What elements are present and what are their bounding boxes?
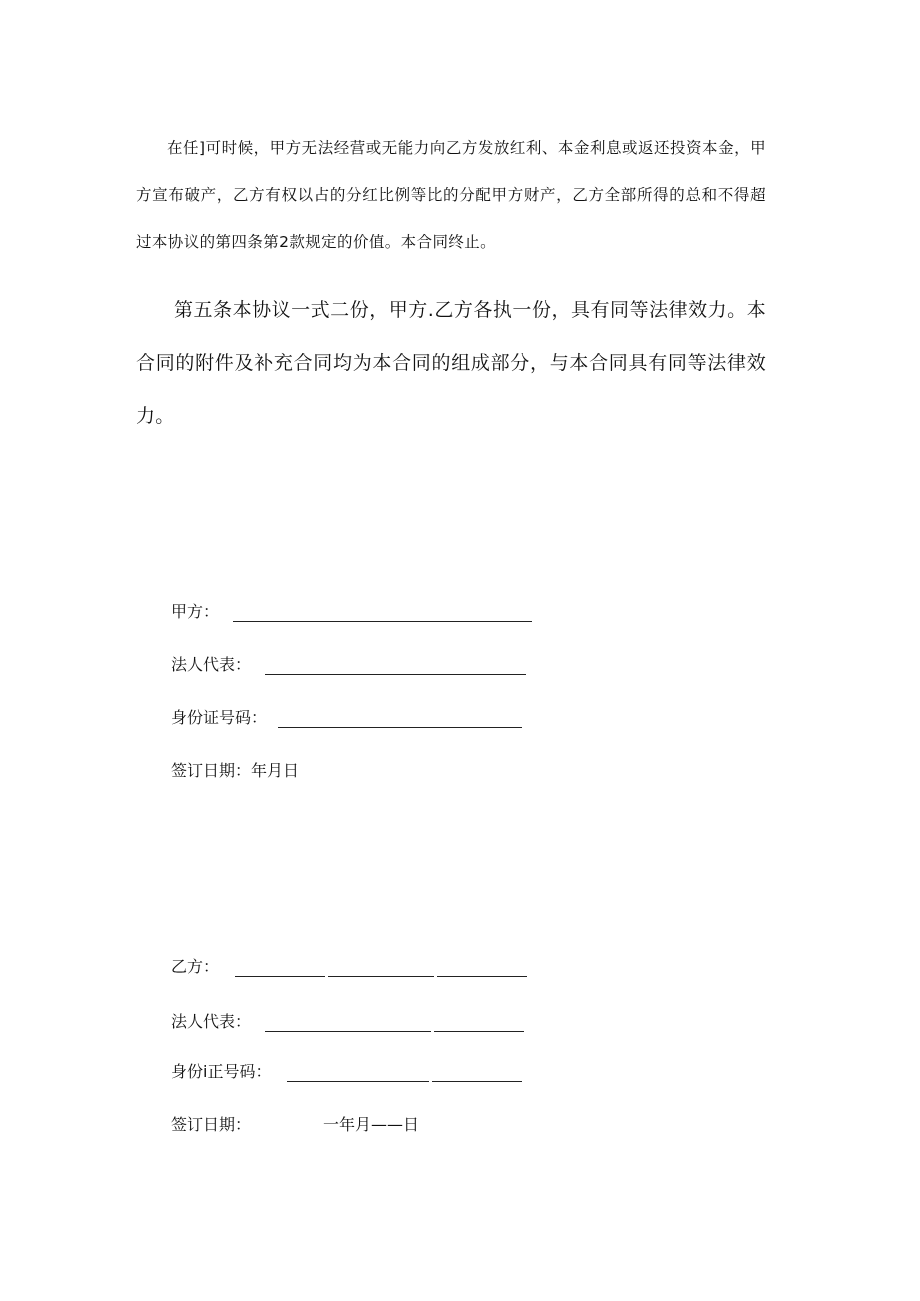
party-b-date-label: 签订日期： [171,1115,252,1134]
party-b-date-row [171,1111,419,1135]
party-b-id-label: 身份i正号码： [171,1062,272,1081]
party-b-name-blank[interactable] [235,958,527,977]
party-a-id-label: 身份证号码： [171,708,268,727]
party-b-rep-row [171,1008,524,1032]
clause-paragraph-termination: 在任]可时候，甲方无法经营或无能力向乙方发放红利、本金利息或返还投资本金，甲方宣布破产，乙方有权以占的分红比例等比的分配甲方财产，乙方全部所得的总和不得超过本协议的第四条第2款规定的价值。本合同终止。 [136,139,766,251]
party-a-rep-row [171,651,526,675]
party-a-rep-label: 法人代表： [171,655,252,674]
party-a-name-blank[interactable] [233,603,532,622]
party-a-id-row [171,704,522,728]
party-a-date-label: 签订日期： [171,761,252,780]
party-b-id-blank[interactable] [287,1063,522,1082]
party-b-date-value: 一年月——日 [323,1115,420,1134]
party-b-rep-label: 法人代表： [171,1012,252,1031]
clause-paragraph-article-5: 第五条本协议一式二份，甲方.乙方各执一份，具有同等法律效力。本合同的附件及补充合同均为本合同的组成部分，与本合同具有同等法律效力。 [136,299,766,427]
party-b-rep-blank[interactable] [265,1013,524,1032]
party-a-name-label: 甲方： [171,602,220,621]
party-a-date-row [171,757,299,781]
party-a-name-row [171,598,532,622]
party-b-name-label: 乙方： [171,957,220,976]
party-b-id-row [171,1058,522,1082]
party-b-name-row [171,953,527,977]
party-a-rep-blank[interactable] [265,656,526,675]
party-a-id-blank[interactable] [278,709,522,728]
party-a-date-value: 年月日 [251,761,300,780]
